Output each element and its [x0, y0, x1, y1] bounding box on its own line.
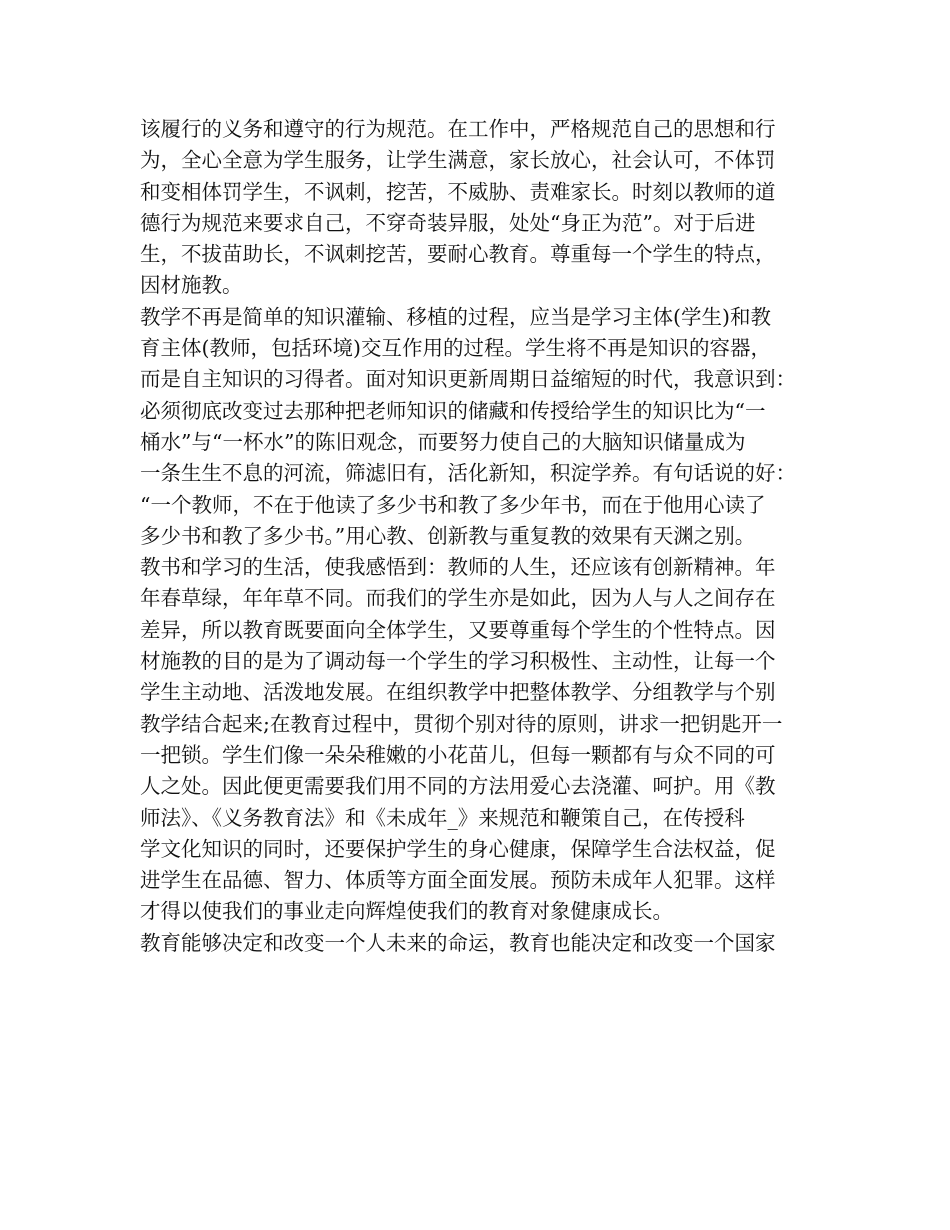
text-line: 生，不拔苗助长，不讽刺挖苦，要耐心教育。尊重每一个学生的特点， [140, 242, 776, 267]
text-line: 多少书和教了多少书。”用心教、创新教与重复教的效果有天渊之别。 [140, 523, 756, 548]
text-line: “一个教师，不在于他读了多少书和教了多少年书，而在于他用心读了 [140, 492, 766, 517]
text-line: 学文化知识的同时，还要保护学生的身心健康，保障学生合法权益，促 [140, 836, 776, 861]
text-line: 师法》、《义务教育法》和《未成年_》来规范和鞭策自己，在传授科 [140, 805, 745, 830]
text-line: 该履行的义务和遵守的行为规范。在工作中，严格规范自己的思想和行 [140, 117, 776, 141]
text-line: 和变相体罚学生，不讽刺，挖苦，不威胁、责难家长。时刻以教师的道 [140, 179, 776, 204]
document-body [140, 114, 820, 959]
text-line: 进学生在品德、智力、体质等方面全面发展。预防未成年人犯罪。这样 [140, 868, 776, 893]
text-line: 而是自主知识的习得者。面对知识更新周期日益缩短的时代，我意识到： [140, 367, 796, 392]
text-line: 德行为规范来要求自己，不穿奇装异服，处处“身正为范”。对于后进 [140, 210, 756, 235]
text-line: 教书和学习的生活，使我感悟到：教师的人生，还应该有创新精神。年 [140, 555, 776, 580]
text-line: 一条生生不息的河流，筛滤旧有，活化新知，积淀学养。有句话说的好： [140, 461, 796, 486]
text-line: 桶水”与“一杯水”的陈旧观念，而要努力使自己的大脑知识储量成为 [140, 429, 746, 454]
text-line: 为，全心全意为学生服务，让学生满意，家长放心，社会认可，不体罚 [140, 148, 776, 173]
text-line: 材施教的目的是为了调动每一个学生的学习积极性、主动性，让每一个 [140, 649, 776, 674]
text-line: 教学结合起来;在教育过程中，贯彻个别对待的原则，讲求一把钥匙开一 [140, 711, 783, 736]
text-line: 差异，所以教育既要面向全体学生，又要尊重每个学生的个性特点。因 [140, 617, 776, 642]
text-line: 才得以使我们的事业走向辉煌使我们的教育对象健康成长。 [140, 899, 673, 924]
text-line: 年春草绿，年年草不同。而我们的学生亦是如此，因为人与人之间存在 [140, 586, 776, 611]
text-line: 教学不再是简单的知识灌输、移植的过程，应当是学习主体(学生)和教 [140, 304, 771, 329]
text-line: 学生主动地、活泼地发展。在组织教学中把整体教学、分组教学与个别 [140, 680, 776, 705]
text-line: 教育能够决定和改变一个人未来的命运，教育也能决定和改变一个国家 [140, 930, 776, 955]
text-line: 必须彻底改变过去那种把老师知识的储藏和传授给学生的知识比为“一 [140, 398, 766, 423]
text-line: 育主体(教师，包括环境)交互作用的过程。学生将不再是知识的容器， [140, 336, 771, 361]
text-line: 因材施教。 [140, 273, 243, 298]
text-line: 人之处。因此便更需要我们用不同的方法用爱心去浇灌、呵护。用《教 [140, 774, 776, 799]
text-line: 一把锁。学生们像一朵朵稚嫩的小花苗儿，但每一颗都有与众不同的可 [140, 742, 776, 767]
